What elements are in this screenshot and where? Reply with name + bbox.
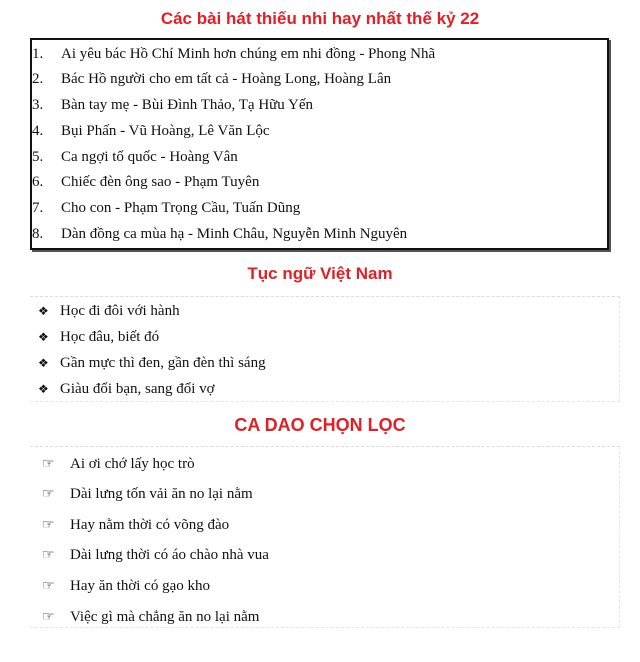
- pointing-hand-icon: ☞: [42, 548, 55, 563]
- proverb-text: Học đi đôi với hành: [60, 303, 180, 319]
- proverb-item: [38, 378, 215, 400]
- folk-poem-text: Dài lưng thời có áo chào nhà vua: [70, 547, 269, 563]
- song-number: 4.: [32, 123, 44, 139]
- diamond-bullet-icon: ❖: [38, 330, 49, 344]
- proverbs-list: [30, 296, 620, 402]
- song-text: Ca ngợi tổ quốc - Hoàng Vân: [61, 149, 238, 165]
- folk-poem-line: [42, 452, 195, 476]
- song-number: 6.: [32, 174, 44, 190]
- song-text: Chiếc đèn ông sao - Phạm Tuyên: [61, 174, 260, 190]
- song-number: 1.: [32, 46, 44, 62]
- song-text: Bụi Phấn - Vũ Hoàng, Lê Văn Lộc: [61, 123, 270, 139]
- folk-poems-title: CA DAO CHỌN LỌC: [234, 415, 406, 435]
- proverb-text: Gần mực thì đen, gần đèn thì sáng: [60, 355, 266, 371]
- song-number: 2.: [32, 71, 44, 87]
- song-text: Ai yêu bác Hồ Chí Minh hơn chúng em nhi đồng - Phong Nhã: [61, 46, 436, 62]
- song-text: Bàn tay mẹ - Bùi Đình Thảo, Tạ Hữu Yến: [61, 97, 313, 113]
- folk-poem-text: Dài lưng tốn vải ăn no lại nằm: [70, 486, 253, 502]
- folk-poem-text: Việc gì mà chẳng ăn no lại nằm: [70, 609, 260, 625]
- song-number: 8.: [32, 226, 44, 242]
- folk-poem-text: Hay nằm thời có võng đào: [70, 517, 230, 533]
- pointing-hand-icon: ☞: [42, 457, 55, 472]
- pointing-hand-icon: ☞: [42, 487, 55, 502]
- folk-poem-line: [42, 482, 253, 506]
- pointing-hand-icon: ☞: [42, 579, 55, 594]
- pointing-hand-icon: ☞: [42, 518, 55, 533]
- proverbs-title: Tục ngữ Việt Nam: [247, 264, 393, 283]
- song-text: Bác Hồ người cho em tất cả - Hoàng Long, Hoàng Lân: [61, 71, 392, 87]
- diamond-bullet-icon: ❖: [38, 304, 49, 318]
- songs-title: Các bài hát thiếu nhi hay nhất thế kỷ 22: [160, 9, 480, 28]
- song-number: 3.: [32, 97, 44, 113]
- song-text: Cho con - Phạm Trọng Cầu, Tuấn Dũng: [61, 200, 301, 216]
- song-number: 5.: [32, 149, 44, 165]
- folk-poem-text: Ai ơi chớ lấy học trò: [70, 456, 195, 472]
- songs-list-box: [30, 38, 609, 250]
- folk-poem-line: [42, 605, 259, 629]
- proverb-text: Giàu đổi bạn, sang đổi vợ: [60, 381, 215, 397]
- proverb-item: [38, 352, 266, 374]
- song-text: Dàn đồng ca mùa hạ - Minh Châu, Nguyễn Minh Nguyên: [61, 226, 408, 242]
- proverb-item: [38, 300, 180, 322]
- folk-poem-text: Hay ăn thời có gạo kho: [70, 578, 210, 594]
- diamond-bullet-icon: ❖: [38, 382, 49, 396]
- pointing-hand-icon: ☞: [42, 610, 55, 625]
- diamond-bullet-icon: ❖: [38, 356, 49, 370]
- folk-poem-line: [42, 574, 210, 598]
- folk-poems-list: [30, 446, 620, 628]
- folk-poem-line: [42, 543, 269, 567]
- song-number: 7.: [32, 200, 44, 216]
- proverb-text: Học đâu, biết đó: [60, 329, 160, 345]
- proverb-item: [38, 326, 159, 348]
- folk-poem-line: [42, 513, 229, 537]
